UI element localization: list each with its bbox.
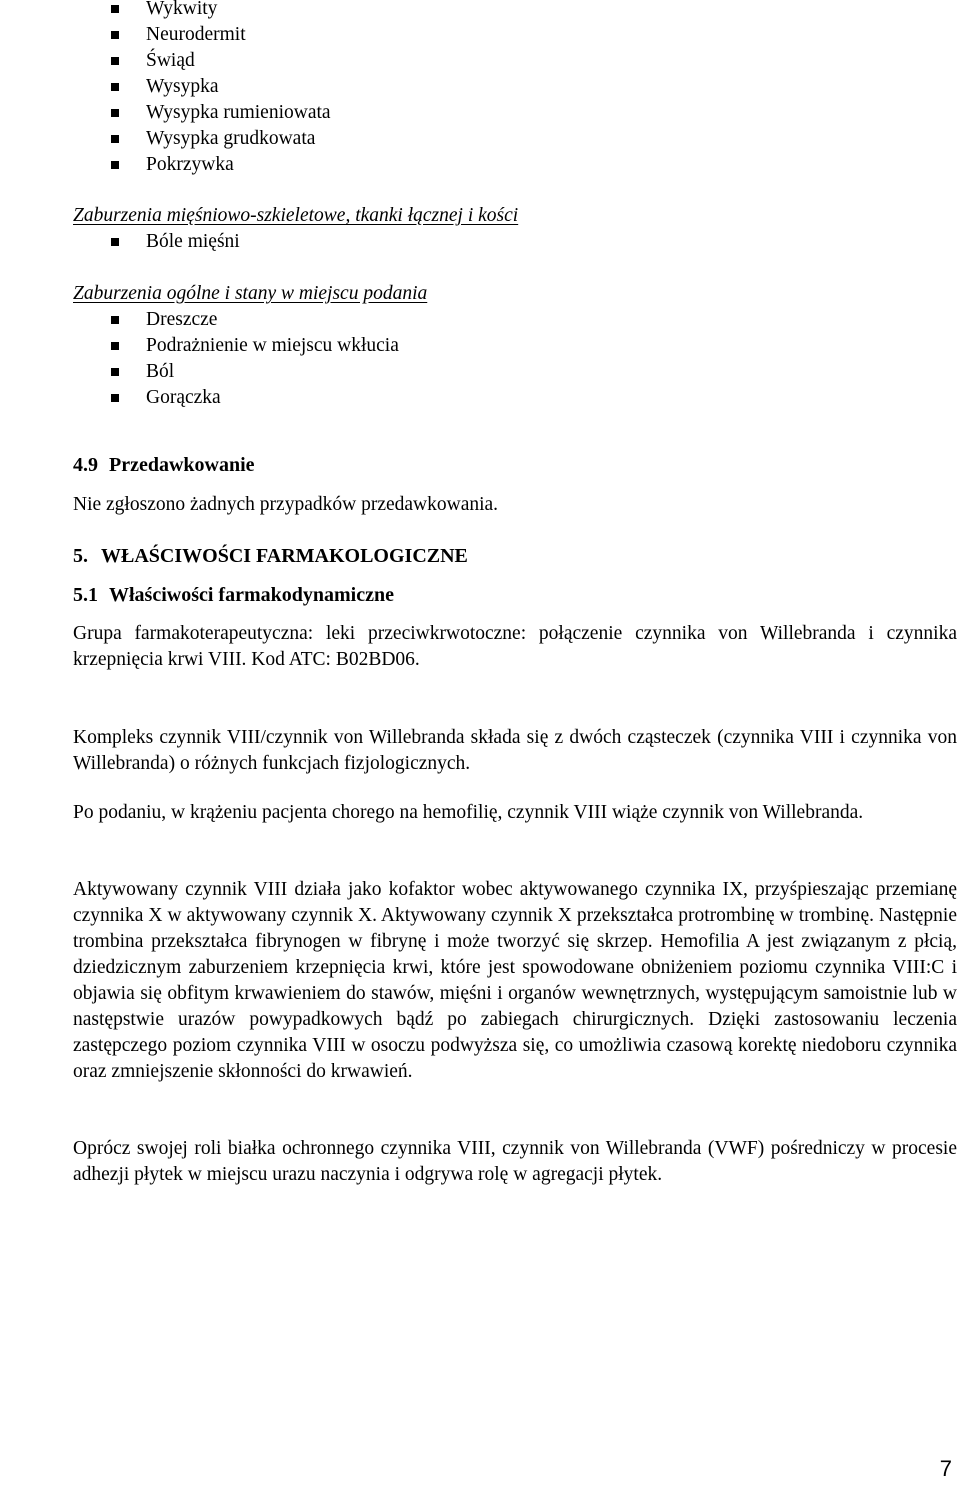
section-number: 4.9 (73, 454, 98, 476)
square-bullet-icon (111, 109, 119, 117)
section-5-1-heading (73, 582, 957, 608)
square-bullet-icon (111, 5, 119, 13)
section-4-9-text: Nie zgłoszono żadnych przypadków przedawkowania. (73, 494, 499, 515)
skin-disorders-list (110, 0, 331, 178)
atc-paragraph: Grupa farmakoterapeutyczna: leki przeciwkrwotoczne: połączenie czynnika von Willebranda i czynnika krzepnięcia krwi VIII. Kod ATC: B02BD06. (73, 623, 957, 670)
list-item: Pokrzywka (110, 152, 331, 178)
square-bullet-icon (111, 394, 119, 402)
list-item: Świąd (110, 48, 331, 74)
square-bullet-icon (111, 316, 119, 324)
list-item: Ból (110, 359, 399, 385)
square-bullet-icon (111, 161, 119, 169)
section-title: Przedawkowanie (109, 454, 255, 476)
list-item: Wysypka rumieniowata (110, 100, 331, 126)
list-item: Bóle mięśni (110, 229, 240, 255)
list-item: Wykwity (110, 0, 331, 22)
list-item: Dreszcze (110, 307, 399, 333)
list-item: Neurodermit (110, 22, 331, 48)
list-item: Wysypka grudkowata (110, 126, 331, 152)
square-bullet-icon (111, 31, 119, 39)
complex-paragraph: Kompleks czynnik VIII/czynnik von Willebranda składa się z dwóch cząsteczek (czynnika VIII i czynnika von Willebranda) o różnych funkcjach fizjologicznych. (73, 727, 957, 774)
section-number: 5. (73, 545, 88, 567)
square-bullet-icon (111, 83, 119, 91)
general-disorders-heading: Zaburzenia ogólne i stany w miejscu podania (73, 283, 428, 304)
section-title: Właściwości farmakodynamiczne (109, 584, 394, 606)
square-bullet-icon (111, 368, 119, 376)
section-5-heading (73, 543, 957, 569)
square-bullet-icon (111, 238, 119, 246)
square-bullet-icon (111, 135, 119, 143)
vwf-paragraph: Oprócz swojej roli białka ochronnego czynnika VIII, czynnik von Willebranda (VWF) pośredniczy w procesie adhezji płytek w miejscu urazu naczynia i odgrywa rolę w agregacji płytek. (73, 1138, 957, 1185)
circulation-paragraph: Po podaniu, w krążeniu pacjenta chorego na hemofilię, czynnik VIII wiąże czynnik von Willebranda. (73, 802, 864, 823)
mechanism-paragraph: Aktywowany czynnik VIII działa jako kofaktor wobec aktywowanego czynnika IX, przyśpieszając przemianę czynnika X w aktywowany czynnik X. Aktywowany czynnik X przekształca protrombinę w trombinę. Następnie trombina przekształca fibrynogen w fibrynę i może tworzyć się skrzep. Hemofilia A jest związanym z płcią, dziedzicznym zaburzeniem krzepnięcia krwi, które jest spowodowane obniżeniem poziomu czynnika VIII:C i objawia się obfitym krwawieniem do stawów, mięśni i organów wewnętrznych, występującym samoistnie lub w następstwie urazów powypadkowych bądź po zabiegach chirurgicznych. Dzięki zastosowaniu leczenia zastępczego poziom czynnika VIII w osoczu podwyższa się, co umożliwia czasową korektę niedoboru czynnika oraz zmniejszenie skłonności do krwawień. (73, 879, 957, 1082)
musculoskeletal-heading: Zaburzenia mięśniowo-szkieletowe, tkanki łącznej i kości (73, 205, 519, 226)
section-4-9-heading (73, 452, 957, 478)
list-item: Gorączka (110, 385, 399, 411)
section-number: 5.1 (73, 584, 98, 606)
list-item: Wysypka (110, 74, 331, 100)
square-bullet-icon (111, 342, 119, 350)
general-disorders-list (110, 307, 399, 411)
musculoskeletal-list (110, 229, 240, 255)
square-bullet-icon (111, 57, 119, 65)
page-number: 7 (939, 1456, 952, 1481)
section-title: WŁAŚCIWOŚCI FARMAKOLOGICZNE (101, 545, 468, 567)
list-item: Podrażnienie w miejscu wkłucia (110, 333, 399, 359)
